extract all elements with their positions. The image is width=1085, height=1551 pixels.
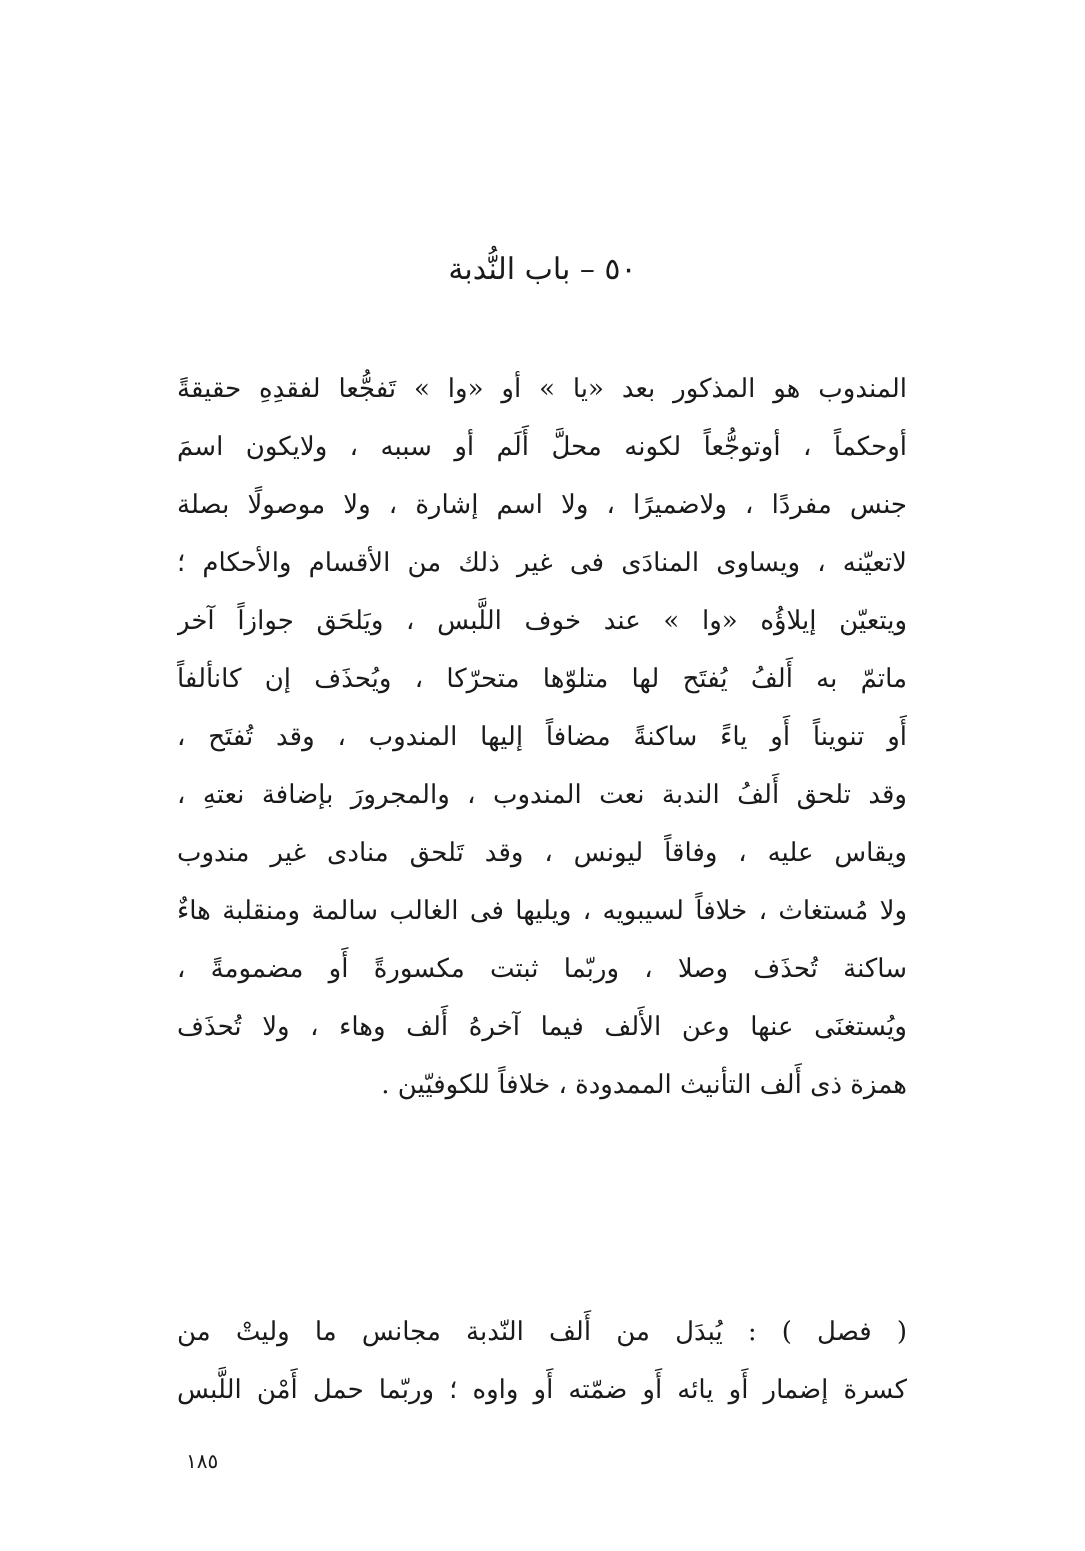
text-line: ( فصل ) : يُبدَل من أَلف النّدبة مجانس ما وليتْ من <box>177 1317 907 1347</box>
text-line: ولا مُستغاث ، خلافاً لسيبويه ، ويليها فى الغالب سالمة ومنقلبة هاءٌ <box>177 896 907 926</box>
page-number: ١٨٥ <box>186 1449 219 1473</box>
chapter-title: ٥٠ – باب النُّدبة <box>448 252 637 287</box>
main-paragraph <box>177 360 907 1114</box>
text-line: ويقاس عليه ، وفاقاً ليونس ، وقد تَلحق منادى غير مندوب <box>177 838 907 868</box>
text-line: أوحكماً ، أوتوجُّعاً لكونه محلَّ أَلَم أو سببه ، ولايكون اسمَ <box>177 432 907 462</box>
text-line: وقد تلحق أَلفُ الندبة نعت المندوب ، والمجرورَ بإضافة نعتهِ ، <box>177 780 907 810</box>
text-line: ماتمّ به أَلفُ يُفتَح لها متلوّها متحرّكا ، ويُحذَف إن كانألفاً <box>177 664 907 694</box>
text-line: ساكنة تُحذَف وصلا ، وربّما ثبتت مكسورةً أَو مضمومةً ، <box>177 954 907 984</box>
text-line: لاتعيّنه ، ويساوى المنادَى فى غير ذلك من الأقسام والأحكام ؛ <box>177 548 907 578</box>
text-line: ويتعيّن إيلاؤُه «وا » عند خوف اللَّبس ، ويَلحَق جوازاً آخر <box>177 606 907 636</box>
text-line: أَو تنويناً أَو ياءً ساكنةً مضافاً إليها المندوب ، وقد تُفتَح ، <box>177 722 907 752</box>
text-line: ويُستغنَى عنها وعن الأَلف فيما آخرهُ أَلف وهاء ، ولا تُحذَف <box>177 1012 907 1042</box>
text-line: جنس مفردًا ، ولاضميرًا ، ولا اسم إشارة ، ولا موصولًا بصلة <box>177 490 907 520</box>
text-line: همزة ذى أَلف التأنيث الممدودة ، خلافاً للكوفيّين . <box>381 1070 907 1100</box>
section-paragraph <box>177 1303 907 1419</box>
text-line: المندوب هو المذكور بعد «يا » أو «وا » تَفجُّعا لفقدِهِ حقيقةً <box>177 374 907 404</box>
text-line: كسرة إضمار أَو يائه أَو ضمّته أَو واوه ؛ وربّما حمل أَمْن اللَّبس <box>177 1375 907 1405</box>
